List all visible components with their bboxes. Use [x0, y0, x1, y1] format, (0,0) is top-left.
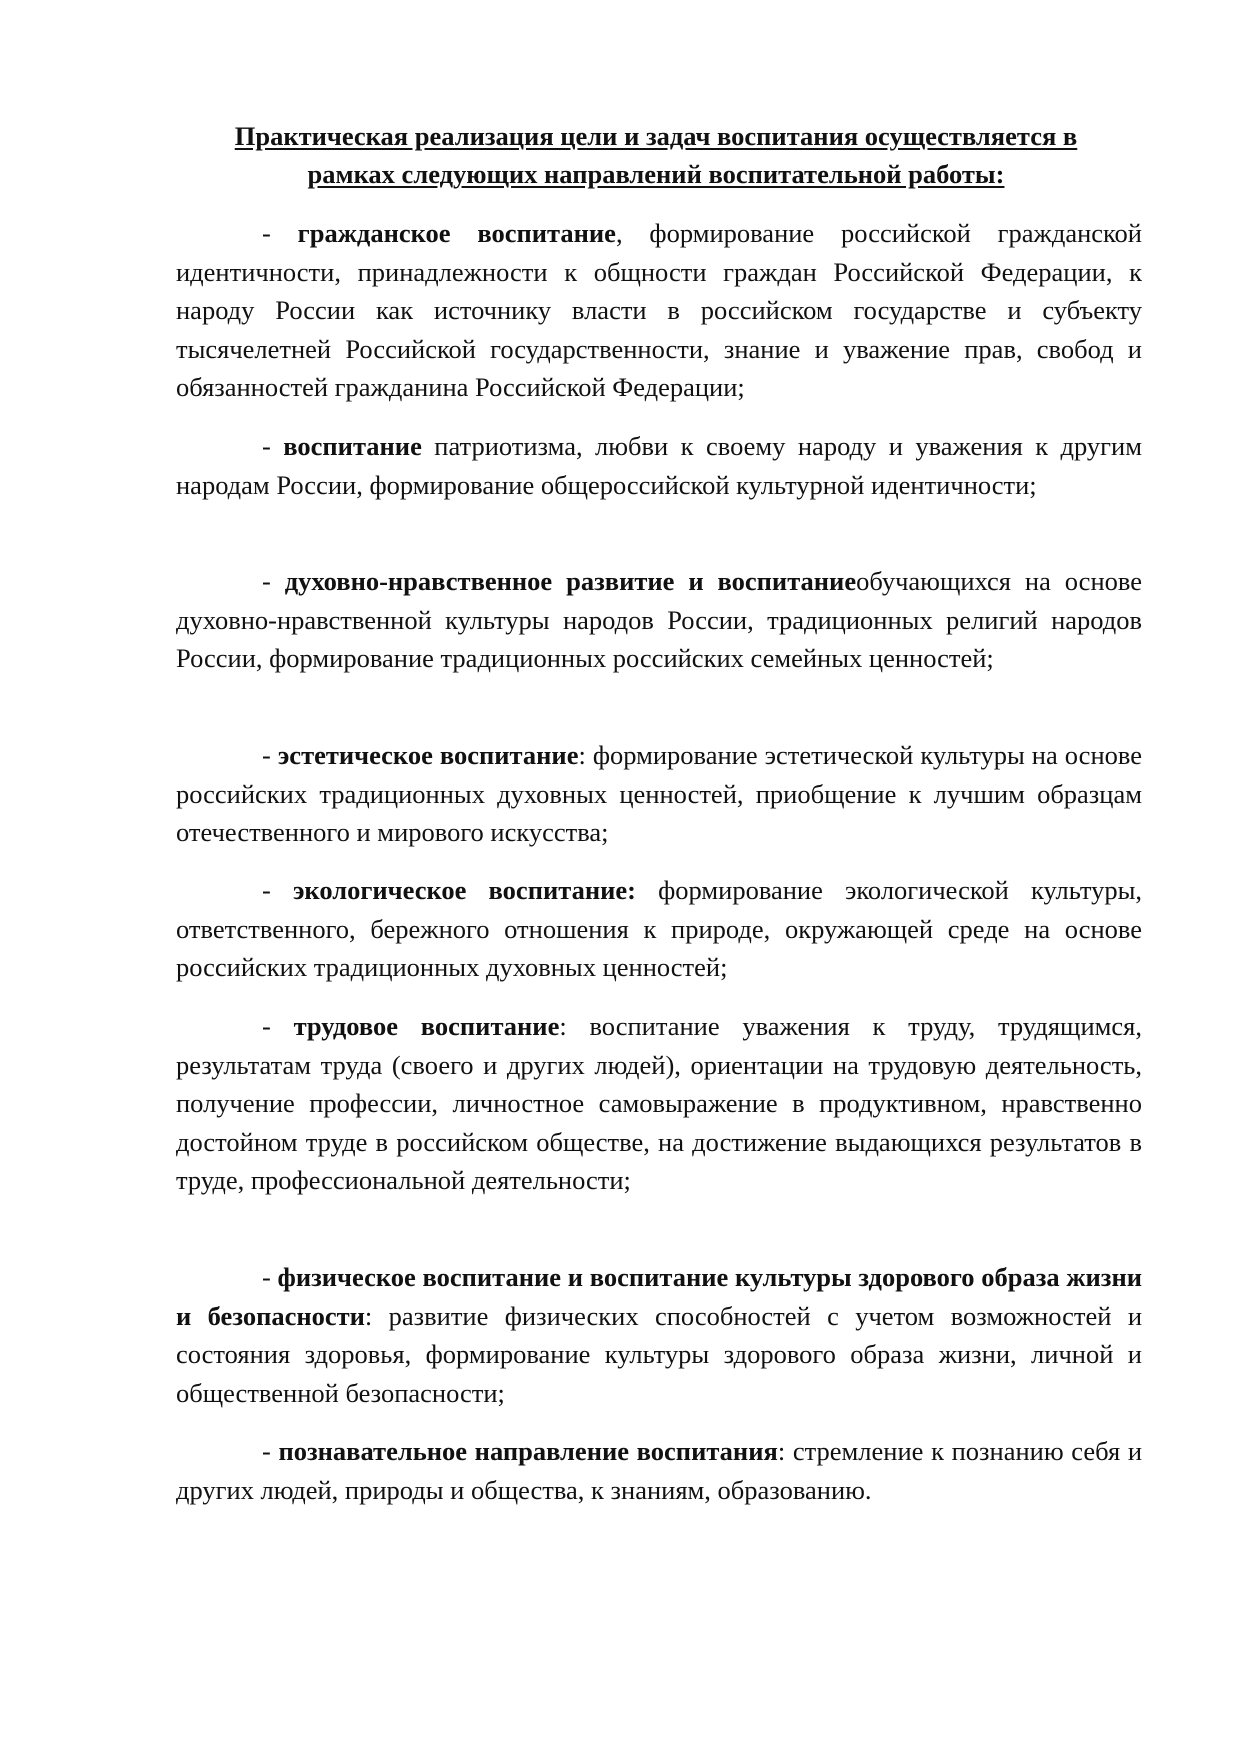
list-item — [176, 1007, 1142, 1200]
list-item — [176, 736, 1142, 852]
list-item — [176, 1432, 1142, 1509]
item-dash: - — [262, 566, 285, 596]
item-lead: воспитание — [283, 431, 422, 461]
item-text: : формирование эстетической культуры на основе российских традиционных духовных ценностей, приобщение к лучшим образцам отечественного и мирового искусства; — [176, 740, 1142, 847]
item-lead: эстетическое воспитание — [277, 740, 579, 770]
item-text: : развитие физических способностей с учетом возможностей и состояния здоровья, формирование культуры здорового образа жизни, личной и общественной безопасности; — [176, 1300, 1143, 1408]
list-item — [176, 1258, 1142, 1412]
item-lead: гражданское воспитание — [297, 218, 616, 248]
list-item — [176, 427, 1142, 504]
item-text: , формирование российской гражданской идентичности, принадлежности к общности граждан Российской Федерации, к народу России как источнику власти в российском государстве и субъекту тысячелетней Российской государственности, знание и уважение прав, свобод и обязанностей гражданина Российской Федерации; — [176, 218, 1142, 402]
list-item — [176, 214, 1142, 407]
item-lead: физическое воспитание и воспитание культуры здорового образа жизни и безопасности — [176, 1262, 1142, 1331]
item-lead: познавательное направление воспитания — [278, 1436, 778, 1466]
list-item — [176, 871, 1142, 987]
item-dash: - — [262, 875, 293, 905]
item-dash: - — [262, 1011, 294, 1041]
list-item — [176, 562, 1142, 678]
item-lead: экологическое воспитание: — [292, 875, 636, 905]
item-text: патриотизма, любви к своему народу и уважения к другим народам России, формирование общероссийской культурной идентичности; — [176, 431, 1142, 500]
item-dash: - — [262, 1262, 278, 1292]
item-dash: - — [262, 740, 278, 770]
item-dash: - — [262, 1436, 279, 1466]
item-dash: - — [262, 218, 298, 248]
item-lead: трудовое воспитание — [293, 1011, 560, 1041]
item-text: обучающихся на основе духовно-нравственной культуры народов России, традиционных религий народов России, формирование традиционных российских семейных ценностей; — [176, 566, 1142, 673]
item-lead: духовно-нравственное развитие и воспитание — [284, 566, 857, 596]
title-line-2: рамках следующих направлений воспитательной работы: — [307, 159, 1005, 189]
document-title — [176, 117, 1136, 193]
item-text: формирование экологической культуры, ответственного, бережного отношения к природе, окружающей среде на основе российских традиционных духовных ценностей; — [176, 875, 1143, 982]
item-dash: - — [262, 431, 284, 461]
item-text: : стремление к познанию себя и других людей, природы и общества, к знаниям, образованию. — [176, 1436, 1143, 1505]
title-line-1: Практическая реализация цели и задач воспитания осуществляется в — [234, 121, 1078, 151]
item-text: : воспитание уважения к труду, трудящимся, результатам труда (своего и других людей), ориентации на трудовую деятельность, получение профессии, личностное самовыражение в продуктивном, нравственно достойном труде в российском обществе, на достижение выдающихся результатов в труде, профессиональной деятельности; — [176, 1011, 1142, 1195]
